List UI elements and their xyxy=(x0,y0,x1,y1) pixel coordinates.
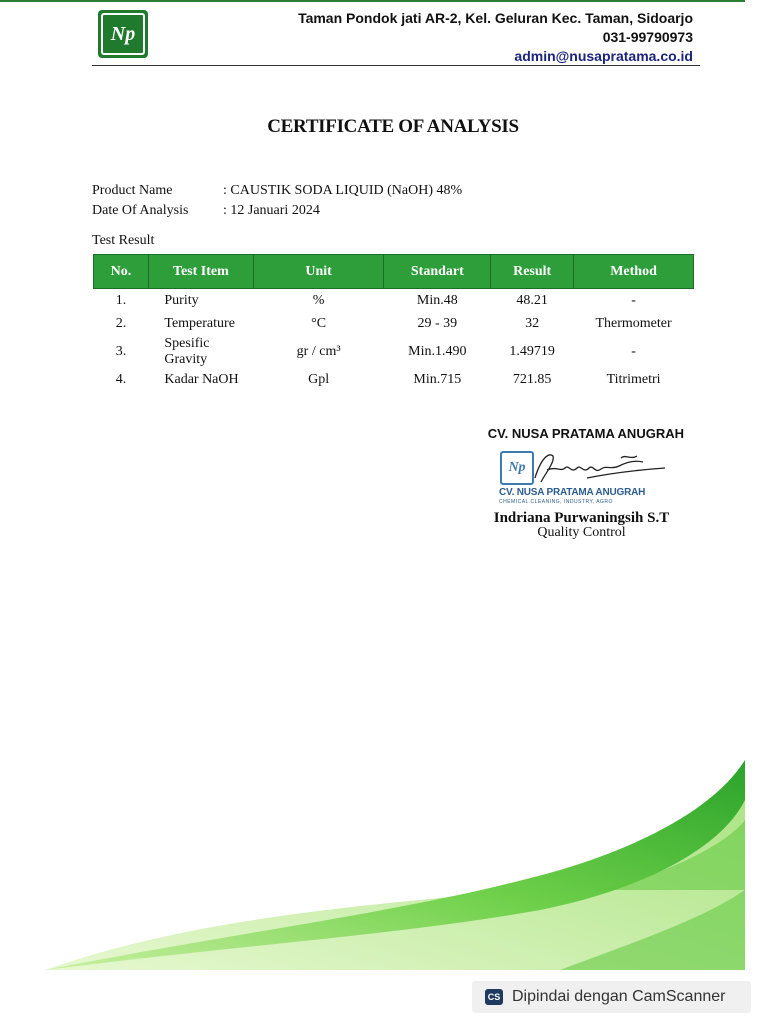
header-address: Taman Pondok jati AR-2, Kel. Geluran Kec. Taman, Sidoarjo xyxy=(298,10,693,26)
table-row xyxy=(94,289,694,313)
analysis-date-label: Date Of Analysis xyxy=(92,203,189,218)
cell-no: 3. xyxy=(115,344,127,359)
table-row xyxy=(94,336,694,368)
cell-unit: Gpl xyxy=(308,371,330,387)
cell-test-item: Purity xyxy=(164,292,199,308)
cell-method: Thermometer xyxy=(595,316,672,332)
cell-no: 1. xyxy=(115,292,127,308)
decorative-green-swoosh xyxy=(0,740,768,970)
product-name-value: : CAUSTIK SODA LIQUID (NaOH) 48% xyxy=(223,183,463,198)
header-email[interactable]: admin@nusapratama.co.id xyxy=(514,48,693,64)
cell-test-item: Kadar NaOH xyxy=(164,371,239,387)
col-header-result: Result xyxy=(491,255,574,289)
cell-standart: Min.48 xyxy=(416,292,458,308)
logo-mark: Np xyxy=(101,13,145,55)
header-divider xyxy=(92,65,700,66)
cell-result: 32 xyxy=(525,316,540,332)
table-row xyxy=(94,313,694,337)
cell-standart: 29 - 39 xyxy=(417,316,458,332)
cell-test-item: Spesific Gravity xyxy=(164,336,210,367)
col-header-no: No. xyxy=(94,255,149,289)
company-stamp xyxy=(497,448,677,510)
cell-standart: Min.715 xyxy=(413,371,462,387)
table-row xyxy=(94,368,694,392)
cell-method: - xyxy=(631,344,636,359)
col-header-method: Method xyxy=(574,255,694,289)
cell-unit: % xyxy=(312,292,325,308)
camscanner-watermark xyxy=(472,981,751,1013)
analysis-date-value: : 12 Januari 2024 xyxy=(223,203,320,218)
signer-title: Quality Control xyxy=(537,525,626,540)
header-contact-block xyxy=(298,9,693,66)
page-title: CERTIFICATE OF ANALYSIS xyxy=(267,116,519,137)
stamp-tagline: CHEMICAL CLEANING, INDUSTRY, AGRO xyxy=(499,499,613,505)
cell-method: Titrimetri xyxy=(606,371,661,387)
handwritten-signature xyxy=(527,448,677,488)
cell-result: 721.85 xyxy=(512,371,552,387)
stamp-company-name: CV. NUSA PRATAMA ANUGRAH xyxy=(499,487,646,498)
camscanner-text: Dipindai dengan CamScanner xyxy=(512,988,726,1005)
cell-result: 1.49719 xyxy=(509,344,555,359)
cell-no: 4. xyxy=(115,371,127,387)
product-name-row xyxy=(92,181,462,201)
cell-unit: gr / cm³ xyxy=(296,344,341,359)
col-header-standart: Standart xyxy=(384,255,491,289)
cell-no: 2. xyxy=(115,316,127,332)
stamp-logo-mark: Np xyxy=(500,451,534,485)
cell-result: 48.21 xyxy=(516,292,548,308)
signature-company-name: CV. NUSA PRATAMA ANUGRAH xyxy=(487,426,684,441)
top-border-line xyxy=(0,0,745,2)
camscanner-icon: CS xyxy=(485,989,503,1005)
header-phone: 031-99790973 xyxy=(602,29,693,45)
cell-standart: Min.1.490 xyxy=(408,344,467,359)
cell-test-item: Temperature xyxy=(164,316,235,332)
company-logo xyxy=(98,10,148,58)
col-header-test-item: Test Item xyxy=(148,255,253,289)
cell-method: - xyxy=(631,292,636,308)
col-header-unit: Unit xyxy=(253,255,384,289)
table-header-row xyxy=(94,255,694,289)
product-name-label: Product Name xyxy=(92,183,173,198)
results-table xyxy=(93,254,694,392)
cell-unit: °C xyxy=(311,316,327,332)
signer-name: Indriana Purwaningsih S.T xyxy=(493,510,670,526)
test-result-heading: Test Result xyxy=(92,233,155,248)
analysis-date-row xyxy=(92,201,462,221)
product-info xyxy=(92,181,462,221)
